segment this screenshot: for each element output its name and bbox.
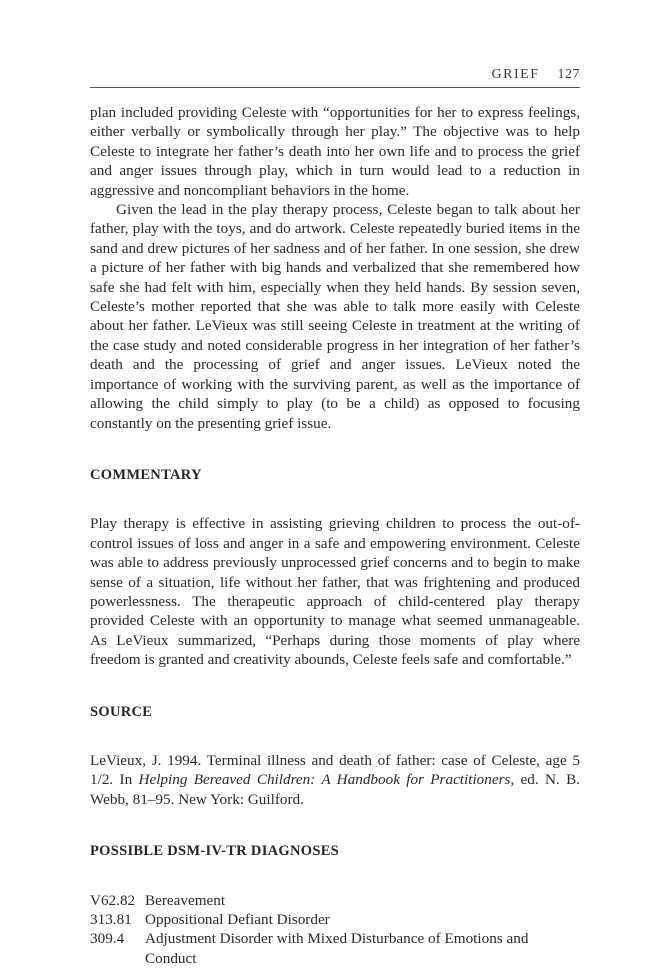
body-paragraph: plan included providing Celeste with “opportunities for her to express feelings, either verbally or symbolically through her play.” The objective was to help Celeste to integrate her father’s death into her own life and to process the grief and anger issues through play, which in turn would lead to a reduction in aggressive and noncompliant behaviors in the home. <box>90 104 580 199</box>
source-heading: SOURCE <box>90 703 153 720</box>
diagnosis-label: Bereavement <box>145 891 226 909</box>
header-rule <box>90 87 580 88</box>
diagnosis-item <box>90 910 580 929</box>
commentary-heading: COMMENTARY <box>90 466 202 483</box>
diagnosis-code: 309.4 <box>90 930 125 948</box>
citation-tail: , ed. N. B. Webb, 81–95. New York: Guilford. <box>90 771 580 808</box>
source-citation <box>90 751 580 809</box>
diagnosis-code: V62.82 <box>90 891 136 909</box>
running-header <box>90 67 580 83</box>
page-body <box>90 103 580 968</box>
citation-lead: LeVieux, J. 1994. Terminal illness and death of father: case of Celeste, age 5 1/2. In <box>90 751 580 789</box>
diagnosis-item <box>90 891 580 910</box>
diagnoses-heading: POSSIBLE DSM-IV-TR DIAGNOSES <box>90 843 340 860</box>
diagnosis-item <box>90 929 580 968</box>
diagnosis-code: 313.81 <box>90 911 132 928</box>
diagnoses-list <box>90 891 580 969</box>
diagnosis-label: Adjustment Disorder with Mixed Disturbance of Emotions and Conduct <box>145 930 529 967</box>
book-title: Helping Bereaved Children: A Handbook for Practitioners <box>138 771 511 789</box>
diagnosis-label: Oppositional Defiant Disorder <box>145 911 330 928</box>
commentary-paragraph: Play therapy is effective in assisting grieving children to process the out-of-control issues of loss and anger in a safe and empowering environment. Celeste was able to address previously unprocessed grief concerns and to begin to make sense of a situation, life without her father, that was frightening and produced powerlessness. The therapeutic approach of child-centered play therapy provided Celeste with an opportunity to manage what seemed unmanageable. As LeVieux summarized, “Perhaps during those moments of play where freedom is granted and creativity abounds, Celeste feels safe and comfortable.” <box>90 515 580 669</box>
page-number: 127 <box>557 67 580 82</box>
running-title: GRIEF <box>491 67 540 82</box>
body-paragraph: Given the lead in the play therapy process, Celeste began to talk about her father, play with the toys, and do artwork. Celeste repeatedly buried items in the sand and drew pictures of her sadness and of her father. In one session, she drew a picture of her father with big hands and verbalized that she remembered how safe she had felt with him, especially when they held hands. By session seven, Celeste’s mother reported that she was able to talk more easily with Celeste about her father. LeVieux was still seeing Celeste in treatment at the writing of the case study and noted considerable progress in her integration of her father’s death and the processing of grief and anger issues. LeVieux noted the importance of working with the surviving parent, as well as the importance of allowing the child simply to play (to be a child) as opposed to focusing constantly on the presenting grief issue. <box>90 201 580 432</box>
